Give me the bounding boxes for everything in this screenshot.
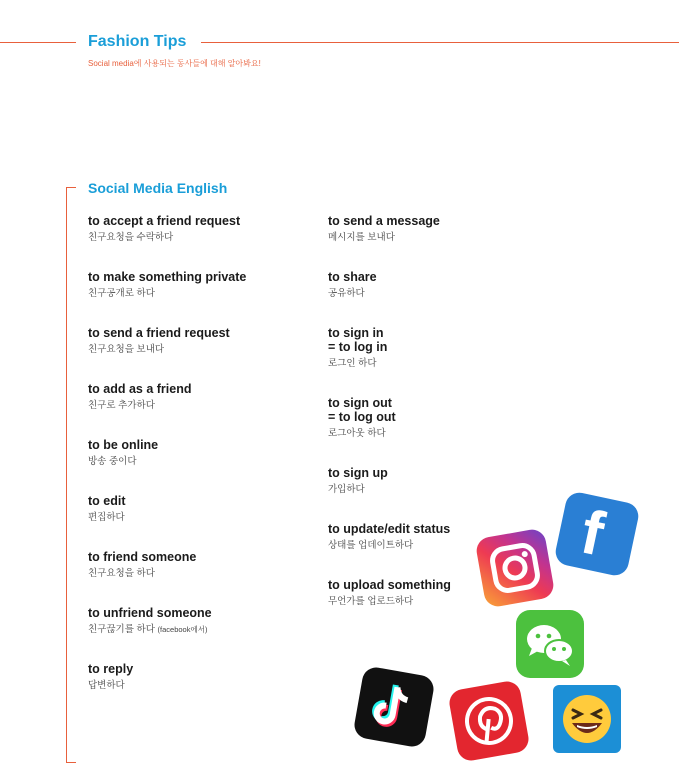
vocab-entry [328,396,451,466]
vocab-column-1 [88,214,246,718]
vocab-term: to add as a friend [88,382,192,396]
section-bracket-bottom [66,762,76,763]
vocab-translation: 로그인 하다 [328,358,377,369]
vocab-translation: 상태를 업데이트하다 [328,540,414,551]
vocab-entry [88,662,246,718]
vocab-entry [88,382,246,438]
vocab-term: to unfriend someone [88,606,212,620]
vocab-term: to update/edit status [328,522,451,536]
vocab-entry [88,270,246,326]
vocab-term: to upload something [328,578,451,592]
vocab-translation: 친구요청을 보내다 [88,344,165,355]
vocab-translation: 답변하다 [88,680,125,691]
pinterest-icon [447,679,530,762]
wechat-icon [516,610,584,678]
vocab-term: to accept a friend request [88,214,241,228]
vocab-translation: 친구요청을 수락하다 [88,232,174,243]
vocab-translation: 친구로 추가하다 [88,400,155,411]
vocab-column-2 [328,214,451,634]
vocab-entry [328,326,451,396]
vocab-translation: 공유하다 [328,288,365,299]
vocab-term: to sign out [328,396,392,410]
laughing-emoji-icon [553,685,621,753]
instagram-icon [474,527,555,608]
vocab-entry [328,578,451,634]
vocab-translation-text: 친구끊기를 하다 [88,624,155,635]
vocab-translation: 친구공개로 하다 [88,288,155,299]
vocab-translation: 메시지를 보내다 [328,232,395,243]
vocab-translation: 가입하다 [328,484,365,495]
tiktok-icon [352,665,435,748]
vocab-entry [88,214,246,270]
section-bracket-top [66,187,76,188]
vocab-term: to reply [88,662,134,676]
vocab-term: to sign in [328,326,384,340]
vocab-translation: 무언가를 업로드하다 [328,596,414,607]
vocab-term: to friend someone [88,550,197,564]
vocab-term: to send a friend request [88,326,230,340]
page-subtitle: Social media에 사용되는 동사들에 대해 알아봐요! [88,59,261,68]
section-bracket [66,187,67,762]
vocab-term: to edit [88,494,126,508]
header-rule-left [0,42,76,43]
vocab-translation [88,624,246,636]
vocab-entry [88,326,246,382]
vocab-entry [88,438,246,494]
header-rule-right [201,42,679,43]
vocab-translation: 로그아웃 하다 [328,428,386,439]
vocab-translation: 편집하다 [88,512,125,523]
vocab-synonym: = to log in [328,340,388,354]
vocab-term: to send a message [328,214,440,228]
vocab-entry [328,214,451,270]
vocab-entry [88,550,246,606]
vocab-translation: 친구요청을 하다 [88,568,155,579]
section-title: Social Media English [88,180,228,196]
vocab-entry [88,606,246,662]
vocab-translation: 방송 중이다 [88,456,137,467]
vocab-entry [328,270,451,326]
page-title: Fashion Tips [88,33,187,50]
vocab-note: (facebook에서) [157,625,208,634]
vocab-term: to sign up [328,466,388,480]
vocab-synonym: = to log out [328,410,396,424]
vocab-term: to share [328,270,377,284]
vocab-entry [328,522,451,578]
vocab-term: to be online [88,438,159,452]
facebook-icon: f [553,490,641,578]
vocab-term: to make something private [88,270,247,284]
vocab-entry [88,494,246,550]
vocab-entry [328,466,451,522]
